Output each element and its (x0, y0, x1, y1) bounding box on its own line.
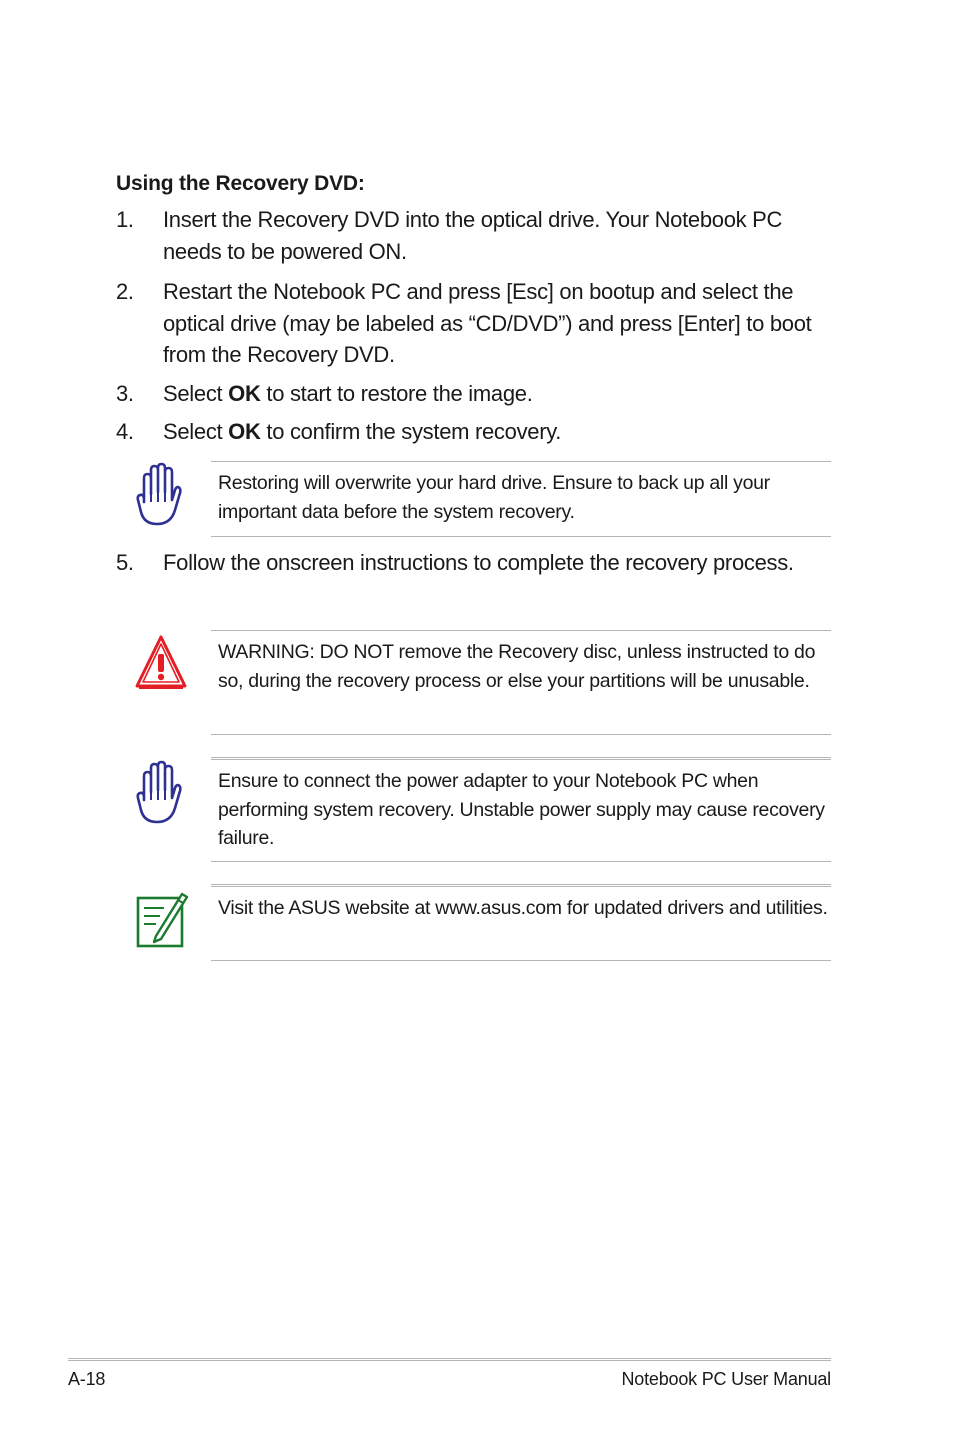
step-number: 5. (116, 550, 134, 575)
note-text: Visit the ASUS website at www.asus.com for updated drivers and utilities. (218, 897, 828, 919)
step-3 (116, 378, 836, 410)
step-2 (116, 276, 836, 371)
step-number: 3. (116, 381, 134, 406)
note-pencil-icon (134, 888, 188, 950)
step-text-pre: Select (163, 419, 229, 444)
caution-note-1 (211, 461, 831, 537)
step-number: 1. (116, 207, 134, 232)
step-text-post: to confirm the system recovery. (260, 419, 562, 444)
step-text: Restart the Notebook PC and press [Esc] on bootup and select the optical drive (may be labeled as “CD/DVD”) and press [Enter] to boot from the Recovery DVD. (163, 279, 812, 367)
step-number: 2. (116, 279, 134, 304)
step-number: 4. (116, 419, 134, 444)
hand-stop-icon (134, 760, 182, 826)
manual-title: Notebook PC User Manual (621, 1369, 831, 1389)
step-text: Insert the Recovery DVD into the optical drive. Your Notebook PC needs to be powered ON. (163, 207, 783, 264)
note-text: WARNING: DO NOT remove the Recovery disc, unless instructed to do so, during the recovery process or else your partitions will be unusable. (218, 641, 816, 692)
page-number: A-18 (68, 1369, 106, 1389)
note-text: Restoring will overwrite your hard drive. Ensure to back up all your important data before the system recovery. (218, 472, 770, 523)
warning-triangle-icon (134, 634, 188, 692)
step-1 (116, 204, 836, 267)
step-text (163, 378, 836, 410)
step-text: Follow the onscreen instructions to complete the recovery process. (163, 550, 794, 575)
step-text-post: to start to restore the image. (260, 381, 533, 406)
step-text-bold: OK (228, 381, 261, 406)
section-heading: Using the Recovery DVD: (116, 172, 365, 195)
step-5 (116, 547, 836, 579)
footer-rule (68, 1358, 831, 1361)
step-text (163, 416, 836, 448)
step-4 (116, 416, 836, 448)
hand-stop-icon (134, 462, 182, 528)
caution-note-2 (211, 757, 831, 862)
note-text: Ensure to connect the power adapter to your Notebook PC when performing system recovery. Unstable power supply may cause recovery failure. (218, 770, 825, 849)
warning-note (211, 630, 831, 735)
step-text-pre: Select (163, 381, 229, 406)
step-text-bold: OK (228, 419, 261, 444)
info-note (211, 884, 831, 961)
